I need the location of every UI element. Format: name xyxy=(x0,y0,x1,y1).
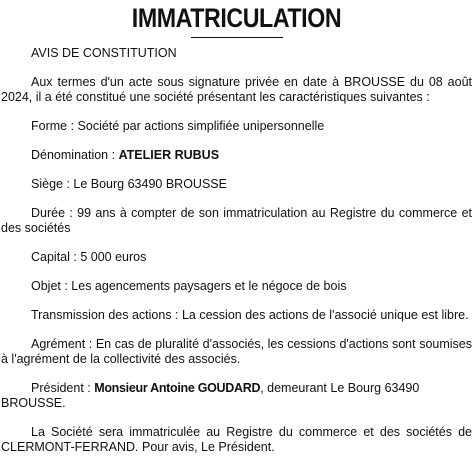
president-line xyxy=(1,381,472,411)
capital-line: Capital : 5 000 euros xyxy=(31,250,147,264)
transmission-line: Transmission des actions : La cession des actions de l'associé unique est libre. xyxy=(31,308,469,322)
forme-line: Forme : Société par actions simplifiée unipersonnelle xyxy=(31,119,325,133)
notice-title: IMMATRICULATION xyxy=(131,3,342,33)
title-underline xyxy=(191,37,283,38)
objet-line: Objet : Les agencements paysagers et le négoce de bois xyxy=(31,279,347,293)
agrement-paragraph: Agrément : En cas de pluralité d'associés, les cessions d'actions sont soumises à l'agrément de la collectivité des associés. xyxy=(1,337,472,366)
notice-subtitle: AVIS DE CONSTITUTION xyxy=(31,46,177,60)
denomination-line xyxy=(1,148,472,163)
intro-paragraph: Aux termes d'un acte sous signature privée en date à BROUSSE du 08 août 2024, il a été constitué une société présentant les caractéristiques suivantes : xyxy=(1,75,472,104)
president-name: Monsieur Antoine GOUDARD xyxy=(94,381,261,395)
duree-paragraph: Durée : 99 ans à compter de son immatriculation au Registre du commerce et des sociétés xyxy=(1,206,472,235)
notice-body xyxy=(1,46,472,469)
president-address: , demeurant Le Bourg 63490 BROUSSE. xyxy=(1,381,420,410)
denomination-label: Dénomination : xyxy=(31,148,119,162)
siege-line: Siège : Le Bourg 63490 BROUSSE xyxy=(31,177,227,191)
president-label: Président : xyxy=(31,381,95,395)
closing-paragraph: La Société sera immatriculée au Registre du commerce et des sociétés de CLERMONT-FERRAND. Pour avis, Le Président. xyxy=(1,425,472,454)
denomination-value: ATELIER RUBUS xyxy=(118,148,220,162)
